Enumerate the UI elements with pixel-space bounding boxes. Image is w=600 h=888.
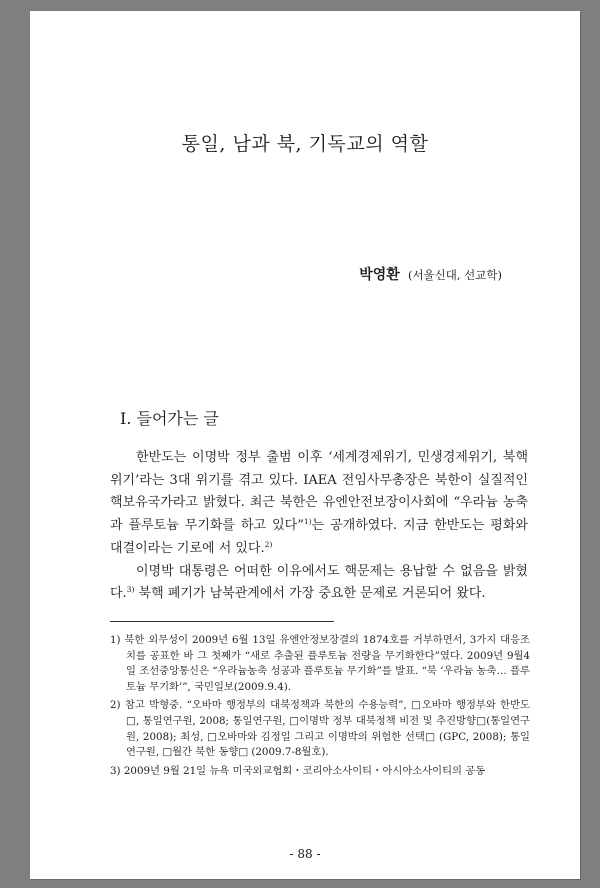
footnote-ref: 3) — [126, 585, 135, 595]
paragraph — [110, 447, 528, 561]
footnote-ref: 2) — [264, 539, 273, 549]
page-number: - 88 - — [289, 847, 321, 861]
paragraph-text: 이명박 대통령은 어떠한 이유에서도 핵문제는 용납할 수 없음을 밝혔다. — [110, 563, 528, 602]
footnote-ref: 1) — [303, 517, 312, 527]
paragraph-text: 한반도는 이명박 정부 출범 이후 ‘세계경제위기, 민생경제위기, 북핵위기’라는 3대 위기를 겪고 있다. IAEA 전임사무총장은 북한이 실질적인 핵보유국가라고 밝혔다. 최근 북한은 유엔안전보장이사회에 “우라늄 농축과 플루토늄 무기화를 하고 있다” — [110, 450, 528, 534]
paragraph-text: 북핵 폐기가 남북관계에서 가장 중요한 문제로 거론되어 왔다. — [134, 586, 486, 602]
footnote-divider — [110, 621, 334, 622]
footnotes — [110, 633, 530, 782]
body-text — [110, 447, 528, 606]
document-page — [30, 11, 580, 879]
paragraph-text: 는 공개하였다. 지금 한반도는 평화와 대결이라는 기로에 서 있다. — [110, 518, 528, 556]
footnote: 2) 참고 박형중. “오바마 행정부의 대북정책과 북한의 수용능력”, □오바마 행정부와 한반도□, 통일연구원, 2008; 통일연구원, □이명박 정부 대북정책 비전 및 추진방향□(통일연구원, 2008); 최성, □오바마와 김정일 그리고 이명박의 위험한 선택□ (GPC, 2008); 통일연구원, □월간 북한 동향□ (2009.7-8월호). — [110, 699, 530, 759]
author-line — [359, 264, 502, 284]
footnote: 3) 2009년 9월 21일 뉴욕 미국외교협회・코리아소사이티・아시아소사이티의 공동 — [110, 764, 486, 777]
paper-title: 통일, 남과 북, 기독교의 역할 — [181, 133, 429, 155]
author-affiliation: (서울신대, 선교학) — [407, 268, 502, 282]
footnote: 1) 북한 외무성이 2009년 6월 13일 유엔안정보장결의 1874호를 거부하면서, 3가지 대응조치를 공표한 바 그 첫째가 “새로 추출된 플루토늄 전량을 무기화한다”였다. 2009년 9월4일 조선중앙통신은 “우라늄농축 성공과 플루토늄 무기화”를 발표. “북 ‘우라늄 농축… 플루토늄 무기화’”, 국민일보(2009.9.4). — [110, 634, 530, 693]
section-heading: I. 들어가는 글 — [120, 409, 219, 428]
paragraph — [110, 561, 528, 606]
author-name: 박영환 — [359, 267, 400, 283]
